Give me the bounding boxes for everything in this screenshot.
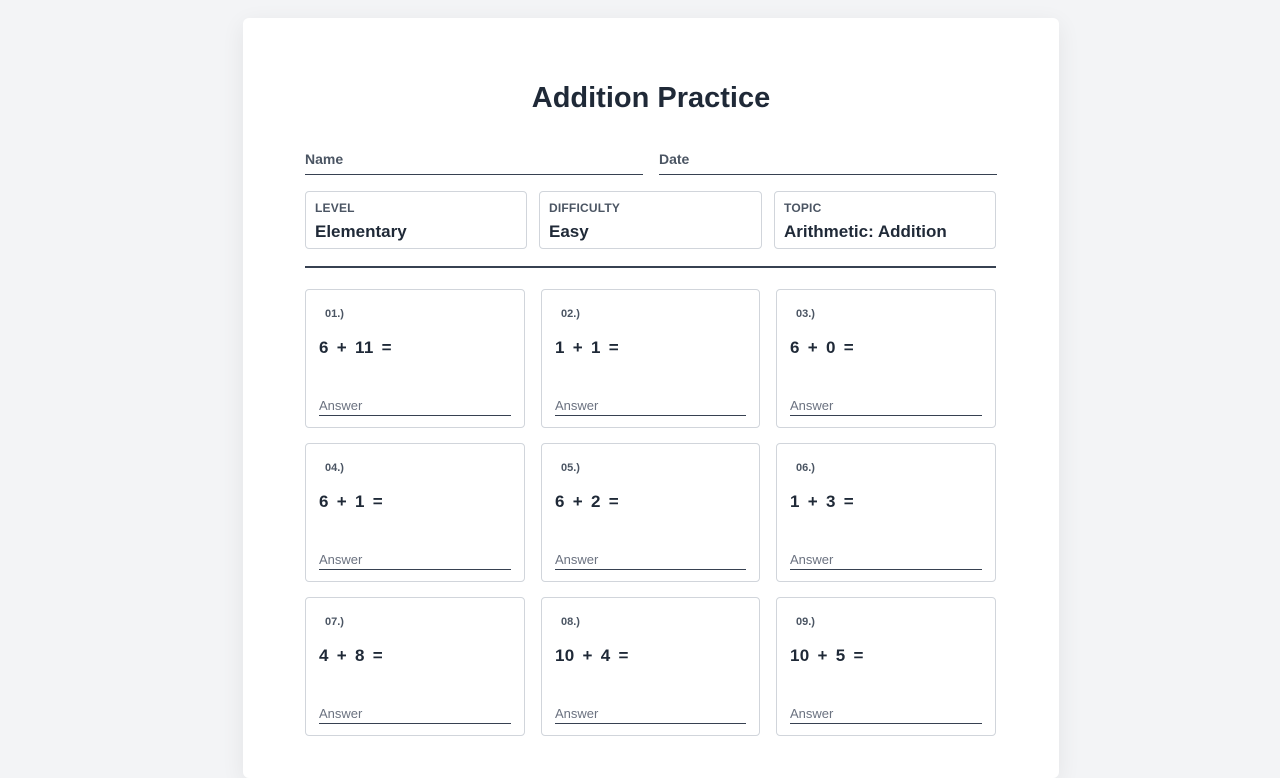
answer-input[interactable] xyxy=(319,396,511,416)
topic-key: TOPIC xyxy=(784,201,822,215)
answer-input[interactable] xyxy=(790,396,982,416)
worksheet-page xyxy=(243,18,1059,778)
page-title: Addition Practice xyxy=(531,82,771,114)
problem-equation: 6 + 11 = xyxy=(319,338,392,357)
answer-input[interactable] xyxy=(555,396,746,416)
section-divider xyxy=(305,266,996,268)
problem-equation: 1 + 1 = xyxy=(555,338,620,357)
answer-input[interactable] xyxy=(555,704,746,724)
topic-info-box xyxy=(774,191,996,249)
difficulty-key: DIFFICULTY xyxy=(549,201,621,215)
problem-card xyxy=(305,443,525,582)
answer-input[interactable] xyxy=(319,704,511,724)
problem-number: 07.) xyxy=(325,616,344,628)
date-label: Date xyxy=(659,151,690,167)
date-field[interactable] xyxy=(659,150,997,175)
problem-number: 01.) xyxy=(325,308,344,320)
problem-number: 08.) xyxy=(561,616,580,628)
answer-input[interactable] xyxy=(319,550,511,570)
problem-number: 05.) xyxy=(561,462,580,474)
level-key: LEVEL xyxy=(315,201,355,215)
problem-number: 06.) xyxy=(796,462,815,474)
problem-number: 02.) xyxy=(561,308,580,320)
problem-equation: 4 + 8 = xyxy=(319,646,384,665)
level-value: Elementary xyxy=(315,222,407,241)
problem-equation: 6 + 2 = xyxy=(555,492,620,511)
problem-card xyxy=(776,597,996,736)
problem-equation: 10 + 5 = xyxy=(790,646,864,665)
problem-equation: 1 + 3 = xyxy=(790,492,855,511)
problem-card xyxy=(305,597,525,736)
answer-input[interactable] xyxy=(790,550,982,570)
problem-card xyxy=(541,597,760,736)
answer-input[interactable] xyxy=(790,704,982,724)
problem-equation: 10 + 4 = xyxy=(555,646,629,665)
problem-number: 09.) xyxy=(796,616,815,628)
level-info-box xyxy=(305,191,527,249)
difficulty-info-box xyxy=(539,191,762,249)
problem-number: 04.) xyxy=(325,462,344,474)
difficulty-value: Easy xyxy=(549,222,589,241)
problem-card xyxy=(541,443,760,582)
problem-card xyxy=(305,289,525,428)
problem-number: 03.) xyxy=(796,308,815,320)
problem-card xyxy=(776,443,996,582)
problem-grid xyxy=(305,289,996,736)
problem-card xyxy=(776,289,996,428)
problem-equation: 6 + 0 = xyxy=(790,338,855,357)
name-field[interactable] xyxy=(305,150,643,175)
name-label: Name xyxy=(305,151,344,167)
answer-input[interactable] xyxy=(555,550,746,570)
problem-equation: 6 + 1 = xyxy=(319,492,384,511)
topic-value: Arithmetic: Addition xyxy=(784,222,947,241)
problem-card xyxy=(541,289,760,428)
